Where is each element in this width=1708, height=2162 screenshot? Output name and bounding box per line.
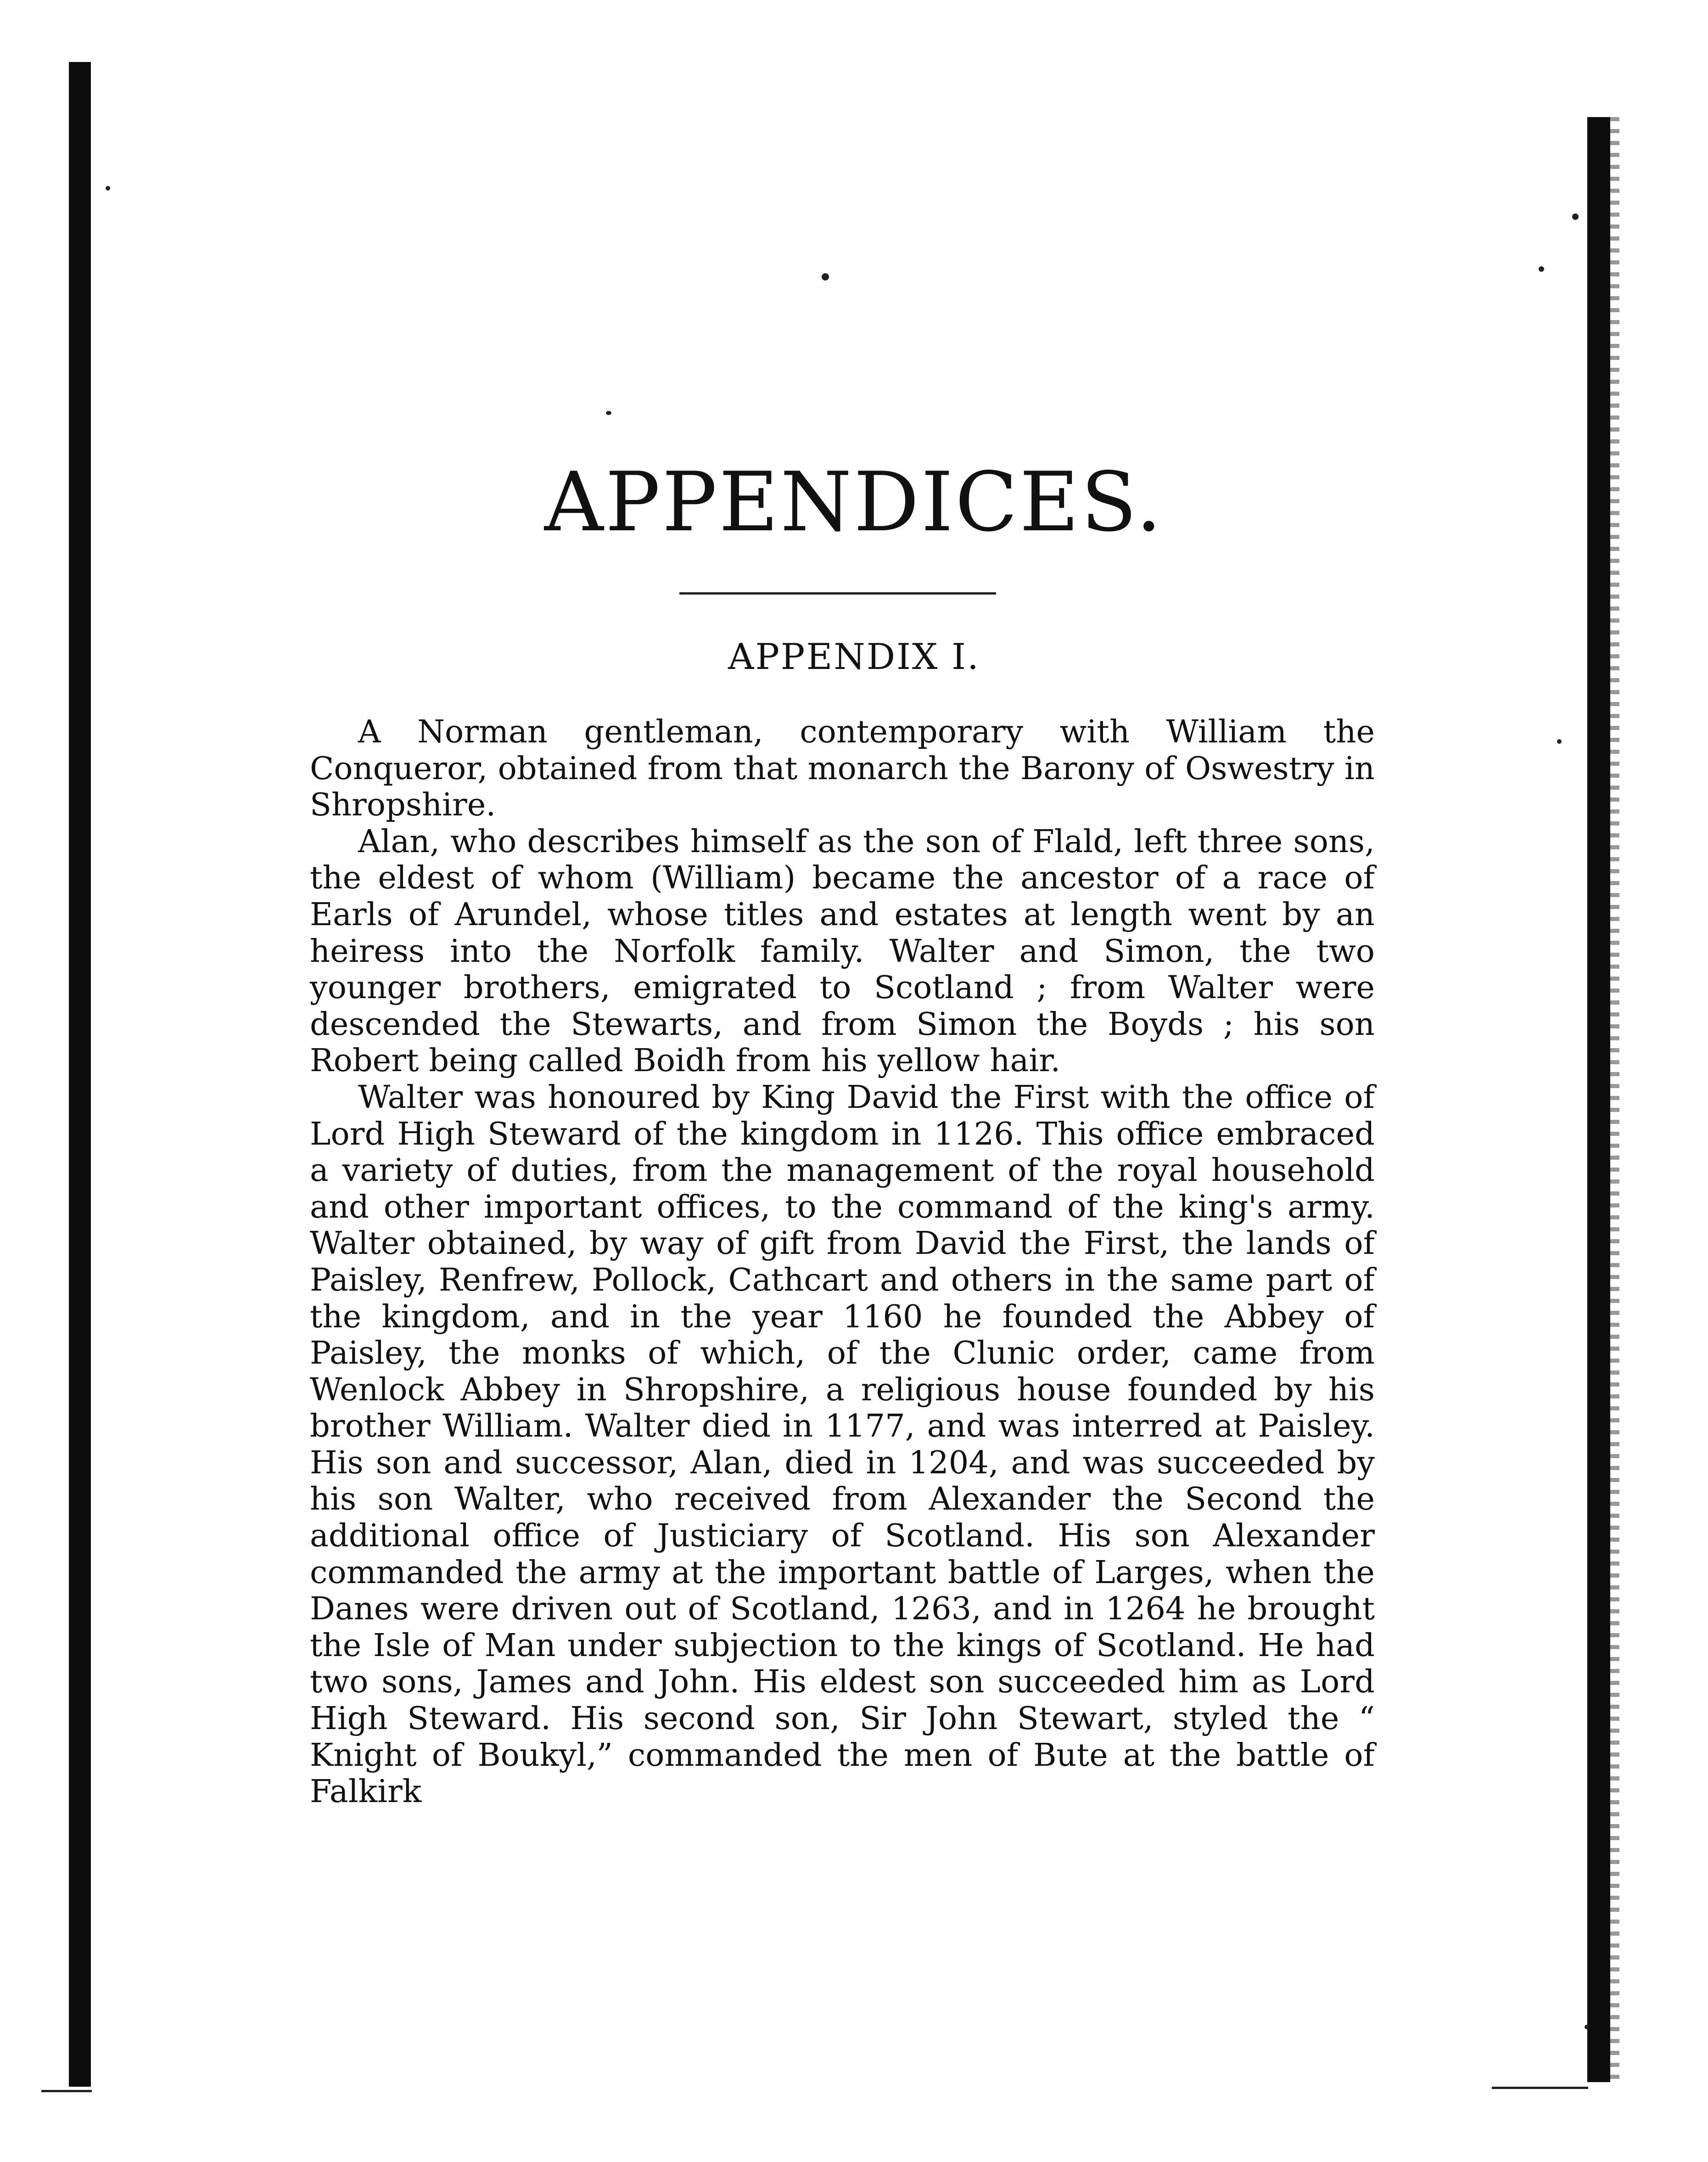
- paragraph: Alan, who describes himself as the son of Flald, left three sons, the eldest of whom (William) became the ancestor of a race of Earls of Arundel, whose titles and estates at length went by an heiress into the Norfolk family. Walter and Simon, the two younger brothers, emigrated to Scotland ; from Walter were descended the Stewarts, and from Simon the Boyds ; his son Robert being called Boidh from his yellow hair.: [310, 823, 1375, 1079]
- scan-mark-bottom-right: [1492, 2087, 1588, 2089]
- paragraph: A Norman gentleman, contemporary with William the Conqueror, obtained from that monarch the Barony of Oswestry in Shropshire.: [310, 713, 1375, 824]
- scan-speck: [106, 186, 110, 191]
- scan-speck: [606, 411, 611, 415]
- scan-speck: [1539, 266, 1544, 272]
- scan-edge-left: [69, 62, 91, 2087]
- paragraph: Walter was honoured by King David the First with the office of Lord High Steward of the kingdom in 1126. This office embraced a variety of duties, from the management of the royal household and other important offices, to the command of the king's army. Walter obtained, by way of gift from David the First, the lands of Paisley, Renfrew, Pollock, Cathcart and others in the same part of the kingdom, and in the year 1160 he founded the Abbey of Paisley, the monks of which, of the Clunic order, came from Wenlock Abbey in Shropshire, a religious house founded by his brother William. Walter died in 1177, and was interred at Paisley. His son and successor, Alan, died in 1204, and was succeeded by his son Walter, who received from Alexander the Second the additional office of Justiciary of Scotland. His son Alexander commanded the army at the important battle of Larges, when the Danes were driven out of Scotland, 1263, and in 1264 he brought the Isle of Man under subjection to the kings of Scotland. He had two sons, James and John. His eldest son succeeded him as Lord High Steward. His second son, Sir John Stewart, styled the “ Knight of Boukyl,” commanded the men of Bute at the battle of Falkirk: [310, 1078, 1375, 1810]
- scan-speck: [822, 273, 829, 281]
- page-title: APPENDICES.: [544, 455, 1164, 550]
- scan-edge-right: [1587, 117, 1610, 2082]
- body-text: [310, 714, 1375, 1810]
- scan-mark-bottom-left: [41, 2090, 92, 2092]
- scan-edge-right-fringe: [1610, 117, 1619, 2082]
- scan-speck: [1557, 739, 1562, 744]
- appendix-heading: APPENDIX I.: [728, 636, 980, 678]
- title-divider: [679, 592, 996, 595]
- scan-speck: [1572, 213, 1579, 220]
- scan-speck: [1585, 2025, 1589, 2029]
